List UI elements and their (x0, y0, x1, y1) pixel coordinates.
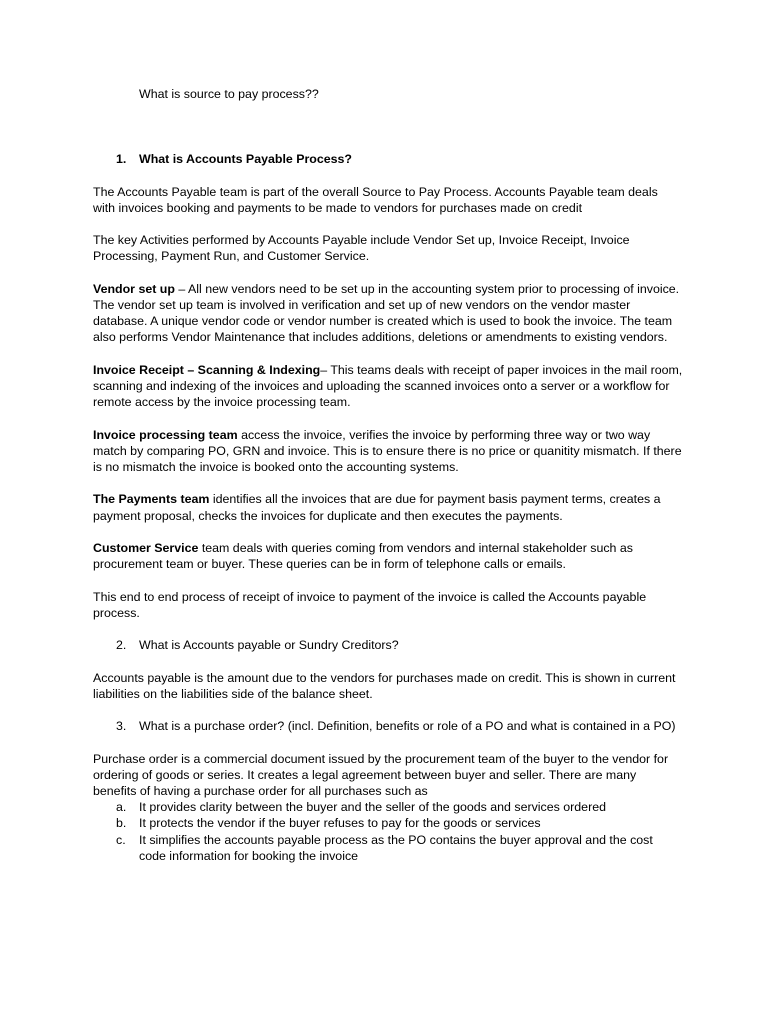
invoice-receipt-text: – This teams deals with receipt of paper invoices in the mail room, scanning and indexing of the invoices and uploading the scanned invoices onto a server or a workflow for remote access by the invoice processing team. (93, 362, 683, 410)
po-benefits-list (93, 799, 683, 864)
section-1-heading (93, 151, 683, 167)
section-1-title: What is Accounts Payable Process? (139, 152, 353, 167)
paragraph-invoice-processing (93, 427, 683, 476)
intro-question: What is source to pay process?? (139, 87, 319, 101)
section-2-number: 2. (116, 638, 127, 653)
customer-service-lead: Customer Service (93, 540, 199, 555)
paragraph-vendor-setup (93, 281, 683, 346)
list-item (93, 799, 683, 815)
paragraph-purchase-order: Purchase order is a commercial document issued by the procurement team of the buyer to the vendor for ordering of goods or series. It creates a legal agreement between buyer and seller. There are many benefits of having a purchase order for all purchases such as (93, 751, 669, 798)
list-item-text: It simplifies the accounts payable process as the PO contains the buyer approval and the cost code information for booking the invoice (139, 832, 653, 863)
vendor-setup-lead: Vendor set up (93, 281, 175, 296)
customer-service-text: team deals with queries coming from vendors and internal stakeholder such as procurement team or buyer. These queries can be in form of telephone calls or emails. (93, 540, 633, 572)
vendor-setup-text: – All new vendors need to be set up in the accounting system prior to processing of invoice. The vendor set up team is involved in verification and set up of new vendors on the vendor master database. A unique vendor code or vendor number is created which is used to book the invoice. The team also performs Vendor Maintenance that includes additions, deletions or amendments to existing vendors. (93, 281, 680, 345)
paragraph-customer-service (93, 540, 683, 572)
paragraph-ap-team: The Accounts Payable team is part of the overall Source to Pay Process. Accounts Payable team deals with invoices booking and payments to be made to vendors for purchases made on credit (93, 184, 658, 215)
section-2-heading (93, 637, 683, 653)
payments-team-lead: The Payments team (93, 492, 210, 507)
invoice-receipt-lead: Invoice Receipt – Scanning & Indexing (93, 362, 321, 377)
document-body (93, 86, 683, 864)
paragraph-end-to-end: This end to end process of receipt of invoice to payment of the invoice is called the Accounts payable process. (93, 589, 647, 620)
list-item-text: It protects the vendor if the buyer refuses to pay for the goods or services (139, 816, 541, 831)
section-2-title: What is Accounts payable or Sundry Creditors? (139, 638, 399, 653)
list-item (93, 815, 683, 831)
list-item-marker: c. (116, 832, 126, 847)
invoice-processing-text: access the invoice, verifies the invoice by performing three way or two way match by comparing PO, GRN and invoice. This is to ensure there is no price or quanitity mismatch. If there is no mismatch the invoice is booked onto the accounting systems. (93, 427, 682, 474)
list-item (93, 832, 683, 864)
paragraph-key-activities: The key Activities performed by Accounts Payable include Vendor Set up, Invoice Receipt, Invoice Processing, Payment Run, and Customer Service. (93, 233, 630, 264)
paragraph-ap-definition: Accounts payable is the amount due to the vendors for purchases made on credit. This is shown in current liabilities on the liabilities side of the balance sheet. (93, 670, 676, 701)
paragraph-payments-team (93, 491, 683, 523)
section-1-number: 1. (116, 152, 127, 167)
list-item-text: It provides clarity between the buyer and the seller of the goods and services ordered (139, 800, 606, 815)
invoice-processing-lead: Invoice processing team (93, 427, 238, 442)
paragraph-invoice-receipt (93, 362, 683, 411)
section-3-number: 3. (116, 719, 127, 734)
payments-team-text: identifies all the invoices that are due for payment basis payment terms, creates a payment proposal, checks the invoices for duplicate and then executes the payments. (93, 492, 661, 523)
list-item-marker: a. (116, 800, 127, 815)
section-3-heading (93, 718, 683, 734)
section-3-title: What is a purchase order? (incl. Definition, benefits or role of a PO and what is contained in a PO) (139, 719, 676, 734)
list-item-marker: b. (116, 816, 127, 831)
